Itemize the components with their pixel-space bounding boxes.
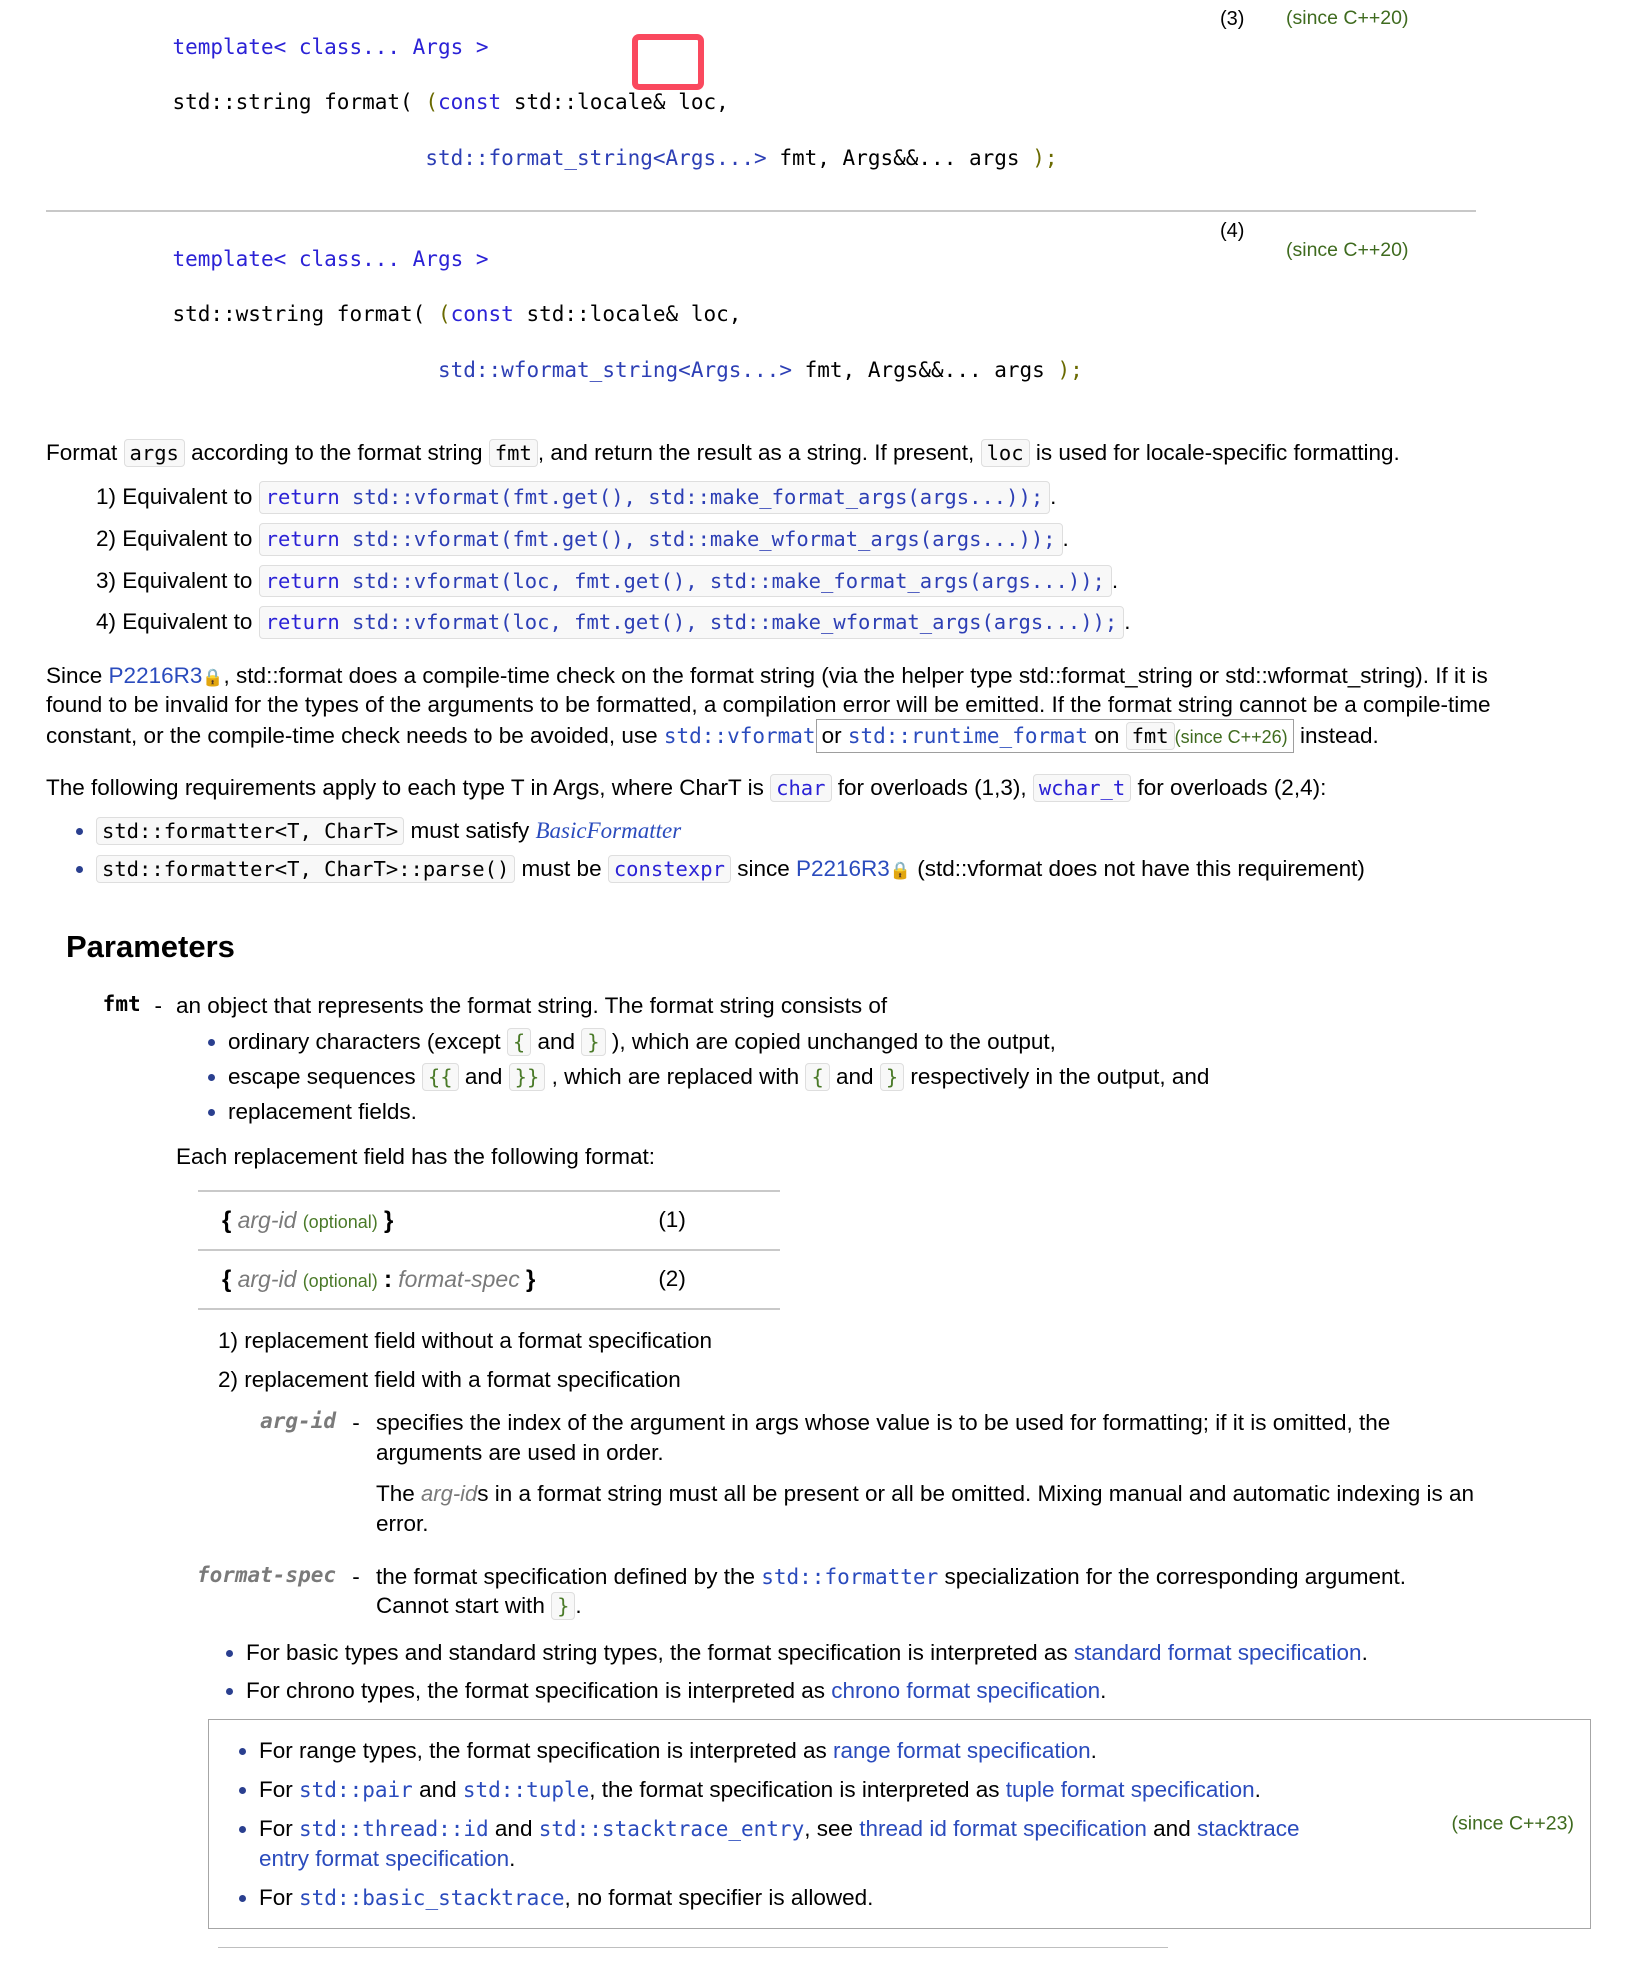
parameter-name-fmt: fmt xyxy=(102,992,141,1017)
argid-desc-1: specifies the index of the argument in args whose value is to be used for formatting; if it is omitted, the arguments are used in order. xyxy=(376,1410,1391,1465)
parameter-formatspec-row xyxy=(176,1562,1476,1621)
lock-icon: 🔒 xyxy=(202,667,224,687)
signature-3-fmtstring-type: std::format_string<Args...> xyxy=(425,145,767,170)
p2216r3-link-2[interactable]: P2216R3 xyxy=(795,855,890,881)
since-para-b: , std::format does a compile-time check on the format string (via the helper type std::format_string or std::wformat_string). If it is found to be invalid for the types of the arguments to be formatted, a compilation error will be emitted. If the format string cannot be a compile-time constant, or the compile-time check needs to be avoided, use xyxy=(46,662,1491,749)
equivalent-4-suffix: . xyxy=(1124,609,1131,635)
fmt-b1-a: ordinary characters (except xyxy=(228,1028,507,1054)
chrono-format-specification-link[interactable]: chrono format specification xyxy=(831,1677,1101,1703)
format-number-2: (2) xyxy=(658,1250,780,1309)
fmt-b2-d: and xyxy=(829,1063,880,1089)
runtime-format-note-box xyxy=(816,719,1294,752)
c23-b3-e: . xyxy=(509,1845,516,1871)
since-para-d: on xyxy=(1088,723,1126,749)
equivalent-2-code: std::vformat(fmt.get(), std::make_wformat_args(args...)); xyxy=(339,526,1056,551)
format-note-2: 2) replacement field with a format specification xyxy=(218,1367,681,1393)
since-para-e: instead. xyxy=(1293,723,1379,749)
parameter-dash-argid: - xyxy=(352,1410,360,1436)
signature-4-decl: std::wstring format( xyxy=(172,302,438,327)
equivalent-4-keyword: return xyxy=(265,610,340,635)
fmt-bullet-ordinary xyxy=(208,1027,1476,1056)
since-p2216r3-paragraph xyxy=(46,661,1491,753)
format-note-1: 1) replacement field without a format specification xyxy=(218,1327,712,1353)
brace-close-chip-3: } xyxy=(551,1592,575,1620)
bottom-divider xyxy=(218,1947,1168,1948)
requirement-2-text2: since xyxy=(730,855,796,881)
equivalent-item-4 xyxy=(96,606,1636,639)
fmt-bullet-escape xyxy=(208,1062,1476,1091)
equivalent-item-1 xyxy=(96,481,1636,514)
fmt-b2-e: respectively in the output, and xyxy=(904,1063,1210,1089)
fmt1-optional: (optional) xyxy=(302,1211,378,1232)
loc-chip: loc xyxy=(981,439,1030,467)
spec-bullet-basic xyxy=(224,1638,1636,1667)
p2216r3-link[interactable]: P2216R3 xyxy=(108,662,203,688)
signature-code-4: template< class... Args > std::wstring format( (const std::locale& loc, std::wformat_string<Args...> fmt, Args&&... args ); xyxy=(172,246,1083,382)
signature-3-decl: std::string format( xyxy=(172,90,426,115)
signature-3-args: fmt, Args&&... args xyxy=(766,145,1033,170)
fmt1-open: { xyxy=(222,1206,232,1234)
format-number-1: (1) xyxy=(658,1191,780,1250)
parameter-dash-formatspec: - xyxy=(352,1563,360,1589)
argid-italic: arg-id xyxy=(421,1480,478,1506)
fmt2-open: { xyxy=(222,1265,232,1293)
replacement-field-format-table xyxy=(198,1190,780,1310)
argid-desc2-a: The xyxy=(376,1480,422,1506)
equivalent-4-prefix: 4) Equivalent to xyxy=(96,609,259,635)
std-formatter-link[interactable]: std::formatter xyxy=(761,1564,939,1589)
c23-b1-a: For range types, the format specification is interpreted as xyxy=(259,1737,834,1763)
since-cpp23-label: (since C++23) xyxy=(1451,1812,1574,1835)
signature-4-line1: template< class... Args > xyxy=(172,246,489,271)
signature-3-locparam: std::locale& loc, xyxy=(501,90,729,115)
basicformatter-link[interactable]: BasicFormatter xyxy=(535,817,682,843)
equivalent-3-keyword: return xyxy=(265,568,340,593)
equivalent-3-prefix: 3) Equivalent to xyxy=(96,567,259,593)
std-basic-stacktrace-link[interactable]: std::basic_stacktrace xyxy=(299,1885,565,1910)
format-row-2 xyxy=(198,1250,780,1309)
equivalent-item-3 xyxy=(96,565,1636,598)
fmt2-formatspec: format-spec xyxy=(398,1265,520,1292)
spec-bullet-chrono xyxy=(224,1676,1636,1705)
format-row-1 xyxy=(198,1191,780,1250)
formatspec-b: specialization for the corresponding argument. Cannot start with xyxy=(376,1563,1407,1619)
formatspec-c: . xyxy=(575,1593,582,1619)
c23-b3-c: , see xyxy=(804,1816,860,1842)
signature-4-const: const xyxy=(450,302,514,327)
parameter-desc-fmt xyxy=(176,991,1476,1620)
spec-bullet-list xyxy=(150,1638,1636,1705)
c23-b2-d: . xyxy=(1254,1777,1261,1803)
req-intro-a: The following requirements apply to each type T in Args, where CharT is xyxy=(46,774,771,800)
parameter-desc-argid xyxy=(376,1408,1476,1537)
intro-c: , and return the result as a string. If present, xyxy=(537,440,981,466)
requirements-intro xyxy=(46,773,1491,802)
fmt-chip-2: fmt xyxy=(1126,722,1175,750)
since-cpp23-box xyxy=(208,1719,1591,1929)
spec-b2-b: . xyxy=(1100,1677,1107,1703)
c23-b1-b: . xyxy=(1090,1737,1097,1763)
intro-d: is used for locale-specific formatting. xyxy=(1029,440,1400,466)
c23-b3-d: and xyxy=(1146,1816,1197,1842)
c23-b3-b: and xyxy=(488,1816,539,1842)
equivalent-item-2 xyxy=(96,523,1636,556)
format-notes-list xyxy=(176,1326,1476,1395)
since-para-a: Since xyxy=(46,662,109,688)
range-format-specification-link[interactable]: range format specification xyxy=(833,1737,1091,1763)
fmt-chip: fmt xyxy=(489,439,538,467)
signature-3-since: (since C++20) xyxy=(1286,0,1476,211)
formatspec-a: the format specification defined by the xyxy=(376,1563,762,1589)
signature-3-indent xyxy=(172,146,425,170)
c23-b2-c: , the format specification is interpreted as xyxy=(589,1777,1006,1803)
fmt1-argid: arg-id xyxy=(237,1206,297,1233)
requirement-2-text: must be xyxy=(515,855,608,881)
fmt2-colon: : xyxy=(384,1265,392,1293)
standard-format-specification-link[interactable]: standard format specification xyxy=(1073,1640,1362,1666)
intro-a: Format xyxy=(46,440,124,466)
fmt-b1-c: ), which are copied unchanged to the output, xyxy=(605,1028,1056,1054)
fmt-b2-b: and xyxy=(458,1063,509,1089)
page-title-parameters: Parameters xyxy=(66,929,235,965)
args-chip: args xyxy=(124,439,185,467)
parameter-name-formatspec: format-spec xyxy=(196,1562,336,1587)
parameter-dash-fmt: - xyxy=(154,993,163,1019)
signature-4-indent xyxy=(172,358,438,382)
spec-b2-a: For chrono types, the format specification is interpreted as xyxy=(246,1677,832,1703)
requirement-item-2 xyxy=(74,854,1636,883)
fmt-desc-text: an object that represents the format string. The format string consists of xyxy=(176,993,888,1019)
char-chip: char xyxy=(770,774,831,802)
format-pattern-2 xyxy=(198,1250,658,1309)
argid-desc-2 xyxy=(376,1479,1476,1538)
intro-paragraph xyxy=(46,438,1491,467)
fmt-b1-b: and xyxy=(531,1028,582,1054)
cpp23-bullet-basicstacktrace xyxy=(237,1883,1344,1912)
std-thread-id-link[interactable]: std::thread::id xyxy=(299,1817,489,1842)
c23-b4-b: , no format specifier is allowed. xyxy=(564,1884,874,1910)
equivalent-1-prefix: 1) Equivalent to xyxy=(96,484,259,510)
signature-table xyxy=(46,0,1476,422)
runtime-format-link[interactable]: std::runtime_format xyxy=(847,724,1089,749)
spec-b1-a: For basic types and standard string types, the format specification is interpreted as xyxy=(246,1640,1074,1666)
signature-4-number: (4) xyxy=(1220,220,1245,243)
signature-4-close: ); xyxy=(1057,357,1083,382)
equivalent-1-suffix: . xyxy=(1050,484,1057,510)
argid-desc2-b: s in a format string must all be present or all be omitted. Mixing manual and automatic indexing is an error. xyxy=(376,1480,1475,1536)
since-para-c: or xyxy=(821,723,848,749)
signature-row-3 xyxy=(46,0,1476,211)
brace-open-chip-1: { xyxy=(507,1028,531,1056)
signature-4-args: fmt, Args&&... args xyxy=(791,357,1058,382)
fmt-bullet-list xyxy=(176,1027,1476,1127)
constexpr-chip: constexpr xyxy=(608,855,731,883)
spec-b1-b: . xyxy=(1361,1640,1368,1666)
std-pair-link[interactable]: std::pair xyxy=(299,1778,413,1803)
fmt-b2-c: , which are replaced with xyxy=(545,1063,806,1089)
equivalent-2-keyword: return xyxy=(265,526,340,551)
signature-row-4 xyxy=(46,211,1476,422)
each-replacement-line: Each replacement field has the following format: xyxy=(176,1144,656,1170)
parameter-argid-row xyxy=(176,1408,1476,1537)
c23-b2-b: and xyxy=(412,1777,463,1803)
tuple-format-specification-link[interactable]: tuple format specification xyxy=(1005,1777,1255,1803)
fmt-b2-a: escape sequences xyxy=(228,1063,422,1089)
equivalent-1-code: std::vformat(fmt.get(), std::make_format_args(args...)); xyxy=(339,485,1044,510)
cpp23-bullet-list xyxy=(209,1736,1344,1912)
signature-4-locparam: std::locale& loc, xyxy=(513,302,742,327)
equivalent-4-code: std::vformat(loc, fmt.get(), std::make_wformat_args(args...)); xyxy=(339,610,1118,635)
since-cpp26-label: (since C++26) xyxy=(1174,727,1288,748)
equivalent-2-prefix: 2) Equivalent to xyxy=(96,525,259,551)
equivalent-3-code: std::vformat(loc, fmt.get(), std::make_format_args(args...)); xyxy=(339,568,1105,593)
brace-double-close-chip: }} xyxy=(509,1063,546,1091)
brace-open-chip-2: { xyxy=(805,1063,829,1091)
fmt1-close: } xyxy=(384,1206,394,1234)
fmt2-close: } xyxy=(525,1265,536,1293)
fmt-b3-a: replacement fields. xyxy=(228,1099,417,1125)
parameter-desc-formatspec xyxy=(376,1562,1476,1621)
std-stacktrace-entry-link[interactable]: std::stacktrace_entry xyxy=(538,1817,805,1842)
signature-3-number: (3) xyxy=(1220,0,1286,211)
parameter-name-argid: arg-id xyxy=(260,1409,336,1434)
cpp23-bullet-tuple xyxy=(237,1775,1344,1804)
brace-close-chip-2: } xyxy=(880,1063,904,1091)
thread-id-format-specification-link[interactable]: thread id format specification xyxy=(859,1816,1147,1842)
std-tuple-link[interactable]: std::tuple xyxy=(462,1778,590,1803)
requirements-list xyxy=(0,816,1636,883)
cpp23-bullet-threadid xyxy=(237,1814,1344,1873)
equivalent-1-keyword: return xyxy=(265,485,340,510)
vformat-link[interactable]: std::vformat xyxy=(663,724,816,749)
fmt-bullet-replacement xyxy=(208,1097,1476,1126)
requirement-1-text: must satisfy xyxy=(404,817,536,843)
brace-double-open-chip: {{ xyxy=(422,1063,459,1091)
req-intro-b: for overloads (1,3), xyxy=(831,774,1033,800)
lock-icon-2: 🔒 xyxy=(889,860,911,880)
intro-b: according to the format string xyxy=(184,440,489,466)
signature-code-3: template< class... Args > std::string format( (const std::locale& loc, std::format_string<Args...> fmt, Args&&... args ); xyxy=(46,0,1220,211)
brace-close-chip-1: } xyxy=(581,1028,605,1056)
parameter-fmt-row xyxy=(46,991,1476,1620)
signature-3-const: const xyxy=(437,90,502,115)
signature-4-fmtstring-type: std::wformat_string<Args...> xyxy=(437,357,792,382)
c23-b2-a: For xyxy=(259,1777,300,1803)
signature-3-close: ); xyxy=(1032,145,1058,170)
equivalent-2-suffix: . xyxy=(1062,525,1069,551)
requirement-item-1 xyxy=(74,816,1636,846)
stacktrace-entry-format-specification-link[interactable]: stacktrace entry format specification xyxy=(259,1816,1300,1871)
formatter-chip-1: std::formatter<T, CharT> xyxy=(96,817,404,845)
fmt2-optional: (optional) xyxy=(302,1270,378,1291)
equivalent-list xyxy=(0,481,1636,639)
fmt2-argid: arg-id xyxy=(237,1265,297,1292)
formatter-parse-chip: std::formatter<T, CharT>::parse() xyxy=(96,855,515,883)
cpp23-bullet-range xyxy=(237,1736,1344,1765)
signature-4-since: (since C++20) xyxy=(1286,239,1409,262)
format-pattern-1 xyxy=(198,1191,658,1250)
wchar-t-chip: wchar_t xyxy=(1033,774,1131,802)
requirement-2-text3: (std::vformat does not have this requirement) xyxy=(910,855,1365,881)
req-intro-c: for overloads (2,4): xyxy=(1131,774,1327,800)
c23-b4-a: For xyxy=(259,1884,300,1910)
c23-b3-a: For xyxy=(259,1816,300,1842)
equivalent-3-suffix: . xyxy=(1111,567,1119,593)
signature-3-line1: template< class... Args > xyxy=(172,34,489,59)
